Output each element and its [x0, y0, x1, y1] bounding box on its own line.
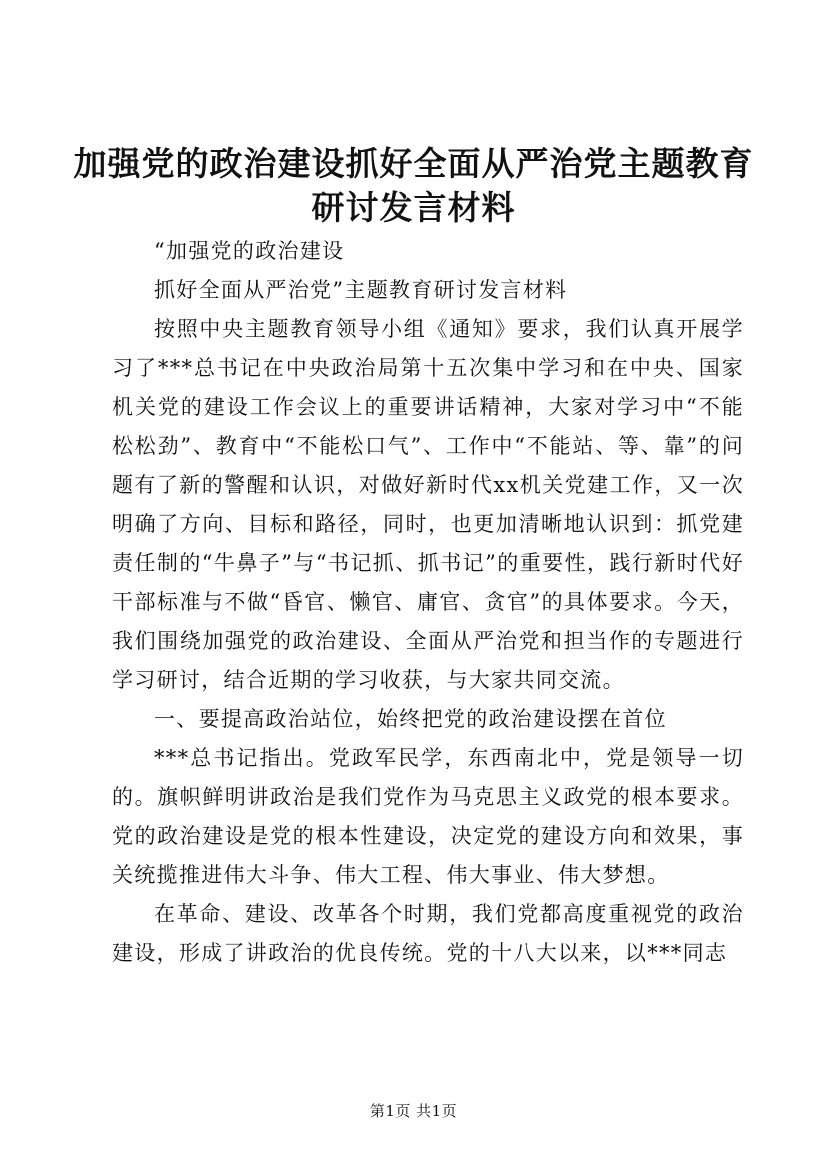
paragraph: 在革命、建设、改革各个时期，我们党都高度重视党的政治建设，形成了讲政治的优良传统。党的十八大以来，以***同志 — [112, 902, 744, 965]
document-title-line-1: 加强党的政治建设抓好全面从严治党主题教育 — [73, 144, 754, 183]
section-heading: 一、要提高政治站位，始终把党的政治建设摆在首位 — [154, 707, 667, 731]
page-number-footer: 第1页 共1页 — [369, 1102, 458, 1120]
paragraph: 按照中央主题教育领导小组《通知》要求，我们认真开展学习了***总书记在中央政治局第十五次集中学习和在中央、国家机关党的建设工作会议上的重要讲话精神，大家对学习中“不能松松劲”、教育中“不能松口气”、工作中“不能站、等、靠”的问题有了新的警醒和认识，对做好新时代xx机关党建工作，又一次明确了方向、目标和路径，同时，也更加清晰地认识到：抓党建责任制的“牛鼻子”与“书记抓、抓书记”的重要性，践行新时代好干部标准与不做“昏官、懒官、庸官、贪官”的具体要求。今天，我们围绕加强党的政治建设、全面从严治党和担当作的专题进行学习研讨，结合近期的学习收获，与大家共同交流。 — [112, 317, 744, 692]
document-title-line-2: 研讨发言材料 — [311, 188, 516, 227]
document-body — [112, 232, 744, 973]
paragraph: “加强党的政治建设 — [154, 239, 345, 263]
paragraph: 抓好全面从严治党”主题教育研讨发言材料 — [154, 278, 568, 302]
paragraph: ***总书记指出。党政军民学，东西南北中，党是领导一切的。旗帜鲜明讲政治是我们党作为马克思主义政党的根本要求。党的政治建设是党的根本性建设，决定党的建设方向和效果，事关统揽推进伟大斗争、伟大工程、伟大事业、伟大梦想。 — [112, 746, 744, 887]
